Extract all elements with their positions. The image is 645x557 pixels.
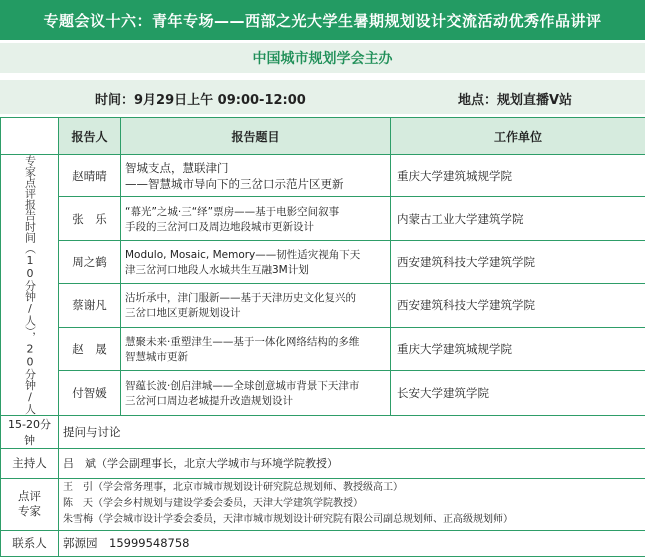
table-row: [1, 448, 645, 478]
schedule-table: [0, 117, 645, 557]
reviewers-list: [59, 478, 645, 530]
topic-cell: [121, 155, 391, 197]
table-row: [1, 155, 645, 197]
unit-cell: 内蒙古工业大学建筑学院: [391, 197, 645, 240]
topic-cell: [121, 370, 391, 415]
topic-line: Modulo, Mosaic, Memory——韧性适灾视角下天: [125, 247, 386, 262]
section-label: 专家点评报告时间（10分钟/人），20分钟/人: [24, 155, 36, 415]
topic-line: 智城支点，慧联津门: [125, 160, 386, 176]
reporter-cell: 赵 晟: [59, 327, 121, 370]
table-header-row: [1, 118, 645, 155]
reviewer-item: 王 引（学会常务理事，北京市城市规划设计研究院总规划师、教授级高工）: [63, 480, 641, 496]
topic-line: 智蕴长波·创启津城——全球创意城市背景下天津市: [125, 378, 386, 393]
column-header: 报告人: [59, 118, 121, 155]
session-place: 地点：规划直播V站: [458, 89, 572, 108]
reporter-cell: 赵晴晴: [59, 155, 121, 197]
topic-line: 慧聚未来·重塑津生——基于一体化网络结构的多维: [125, 334, 386, 349]
reviewer-item: 朱雪梅（学会城市设计学委会委员，天津市城市规划设计研究院有限公司副总规划师、正高级规划师）: [63, 512, 641, 528]
unit-cell: 重庆大学建筑城规学院: [391, 327, 645, 370]
moderator-text: 吕 斌（学会副理事长，北京大学城市与环境学院教授）: [59, 448, 645, 478]
reviewer-item: 陈 天（学会乡村规划与建设学委会委员，天津大学建筑学院教授）: [63, 496, 641, 512]
topic-line: 智慧城市更新: [125, 349, 386, 364]
organizer-banner: 中国城市规划学会主办: [0, 43, 645, 73]
topic-cell: [121, 240, 391, 283]
contact-text: 郭源园 15999548758: [59, 530, 645, 556]
topic-cell: [121, 327, 391, 370]
corner-cell: [1, 118, 59, 155]
topic-line: 津三岔河口地段人水城共生互融3M计划: [125, 262, 386, 277]
page-title: 专题会议十六：青年专场——西部之光大学生暑期规划设计交流活动优秀作品讲评: [0, 0, 645, 40]
table-row: [1, 370, 645, 415]
discussion-text: 提问与讨论: [59, 415, 645, 448]
column-header: 报告题目: [121, 118, 391, 155]
topic-line: ——智慧城市导向下的三岔口示范片区更新: [125, 176, 386, 192]
topic-line: 沽圻承中，津门服新——基于天津历史文化复兴的: [125, 290, 386, 305]
unit-cell: 重庆大学建筑城规学院: [391, 155, 645, 197]
unit-cell: 长安大学建筑学院: [391, 370, 645, 415]
section-label-cell: [1, 155, 59, 416]
topic-line: 手段的三岔河口及周边地段城市更新设计: [125, 219, 386, 234]
discussion-time: 15-20分钟: [1, 415, 59, 448]
table-row: [1, 240, 645, 283]
session-info: [0, 80, 645, 114]
reporter-cell: 蔡谢凡: [59, 284, 121, 327]
topic-line: 三岔河口周边老城提升改造规划设计: [125, 393, 386, 408]
topic-line: “幕光”之城·三“绎”票房——基于电影空间叙事: [125, 204, 386, 219]
moderator-label: 主持人: [1, 448, 59, 478]
table-row: [1, 478, 645, 530]
reporter-cell: 周之鹤: [59, 240, 121, 283]
reviewers-label: [1, 478, 59, 530]
topic-cell: [121, 284, 391, 327]
table-row: [1, 327, 645, 370]
session-time: 时间：9月29日上午 09:00-12:00: [95, 89, 306, 108]
table-row: [1, 530, 645, 556]
topic-cell: [121, 197, 391, 240]
unit-cell: 西安建筑科技大学建筑学院: [391, 284, 645, 327]
table-row: [1, 284, 645, 327]
reporter-cell: 付智媛: [59, 370, 121, 415]
column-header: 工作单位: [391, 118, 645, 155]
contact-label: 联系人: [1, 530, 59, 556]
table-row: [1, 197, 645, 240]
reviewers-label-text: 点评专家: [17, 489, 42, 519]
reporter-cell: 张 乐: [59, 197, 121, 240]
topic-line: 三岔口地区更新规划设计: [125, 305, 386, 320]
table-row: [1, 415, 645, 448]
unit-cell: 西安建筑科技大学建筑学院: [391, 240, 645, 283]
